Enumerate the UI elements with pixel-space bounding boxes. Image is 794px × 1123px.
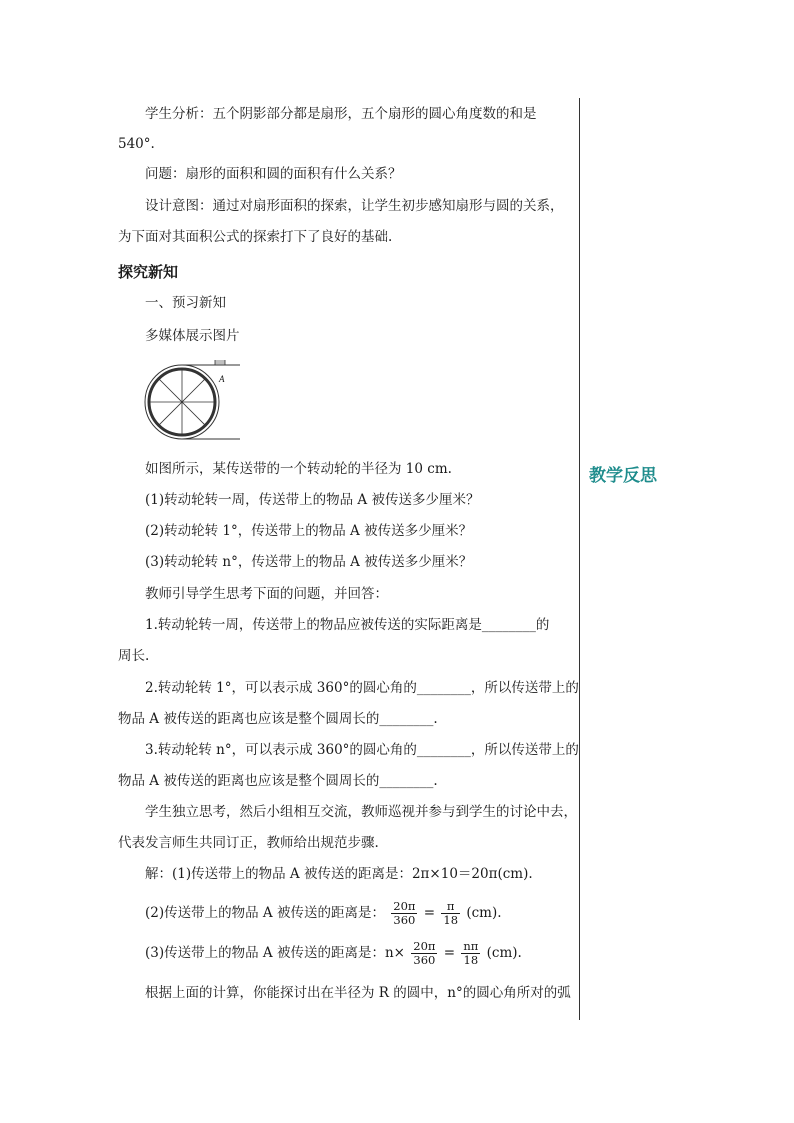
section-heading: 探究新知 [118,263,179,281]
formula-line [145,939,522,967]
text-line: 设计意图：通过对扇形面积的探索，让学生初步感知扇形与圆的关系， [145,198,564,214]
fraction-numerator: 20π [393,899,416,913]
equals-sign: = [423,905,436,921]
text-line: 多媒体展示图片 [145,328,240,344]
text-line: 教师引导学生思考下面的问题，并回答： [145,586,388,602]
text-line: (3)转动轮转 n°，传送带上的物品 A 被传送多少厘米？ [145,554,473,570]
fraction [461,940,480,967]
text-line: 3.转动轮转 n°，可以表示成 360°的圆心角的________，所以传送带上的 [145,742,579,758]
column-divider [579,98,580,1020]
text-line: 1.转动轮转一周，传送带上的物品应被传送的实际距离是________的 [145,617,550,633]
text-line: 如图所示，某传送带的一个转动轮的半径为 10 cm. [145,461,452,477]
reflection-title: 教学反思 [589,466,657,486]
formula-suffix: (cm). [486,945,522,961]
fraction-numerator: π [441,900,460,914]
text-line: 学生独立思考，然后小组相互交流，教师巡视并参与到学生的讨论中去， [145,804,577,820]
fraction-numerator: nπ [463,939,479,953]
fraction-denominator: 360 [393,913,416,927]
text-line: (1)转动轮转一周，传送带上的物品 A 被传送多少厘米？ [145,492,480,508]
fraction-denominator: 18 [443,913,459,927]
formula-line [145,899,502,927]
formula-suffix: (cm). [466,905,502,921]
conveyor-wheel-figure [140,360,250,444]
fraction [411,940,437,967]
text-line: 2.转动轮转 1°，可以表示成 360°的圆心角的________，所以传送带上的 [145,680,579,696]
text-line: 一、预习新知 [145,295,226,311]
text-line: 代表发言师生共同订正，教师给出规范步骤. [118,835,379,851]
text-line: 根据上面的计算，你能探讨出在半径为 R 的圆中，n°的圆心角所对的弧 [145,985,571,1001]
text-line: 解：(1)传送带上的物品 A 被传送的距离是：2π×10＝20π(cm). [145,866,533,882]
fraction-denominator: 18 [463,953,479,967]
formula-prefix: (3)传送带上的物品 A 被传送的距离是：n× [145,945,405,961]
fraction [441,900,460,927]
text-line: 学生分析：五个阴影部分都是扇形，五个扇形的圆心角度数的和是 [145,106,537,122]
text-line: 问题：扇形的面积和圆的面积有什么关系？ [145,166,402,182]
fraction [391,900,417,927]
text-line: 物品 A 被传送的距离也应该是整个圆周长的________. [118,773,438,789]
point-a-label: A [219,374,225,384]
formula-prefix: (2)传送带上的物品 A 被传送的距离是： [145,905,385,921]
fraction-denominator: 360 [413,953,436,967]
text-line: 周长. [118,648,150,664]
text-line: 为下面对其面积公式的探索打下了良好的基础. [118,229,393,245]
text-line: 540°. [118,136,155,152]
text-line: (2)转动轮转 1°，传送带上的物品 A 被传送多少厘米？ [145,523,473,539]
equals-sign: = [443,945,456,961]
fraction-numerator: 20π [413,939,436,953]
text-line: 物品 A 被传送的距离也应该是整个圆周长的________. [118,711,438,727]
